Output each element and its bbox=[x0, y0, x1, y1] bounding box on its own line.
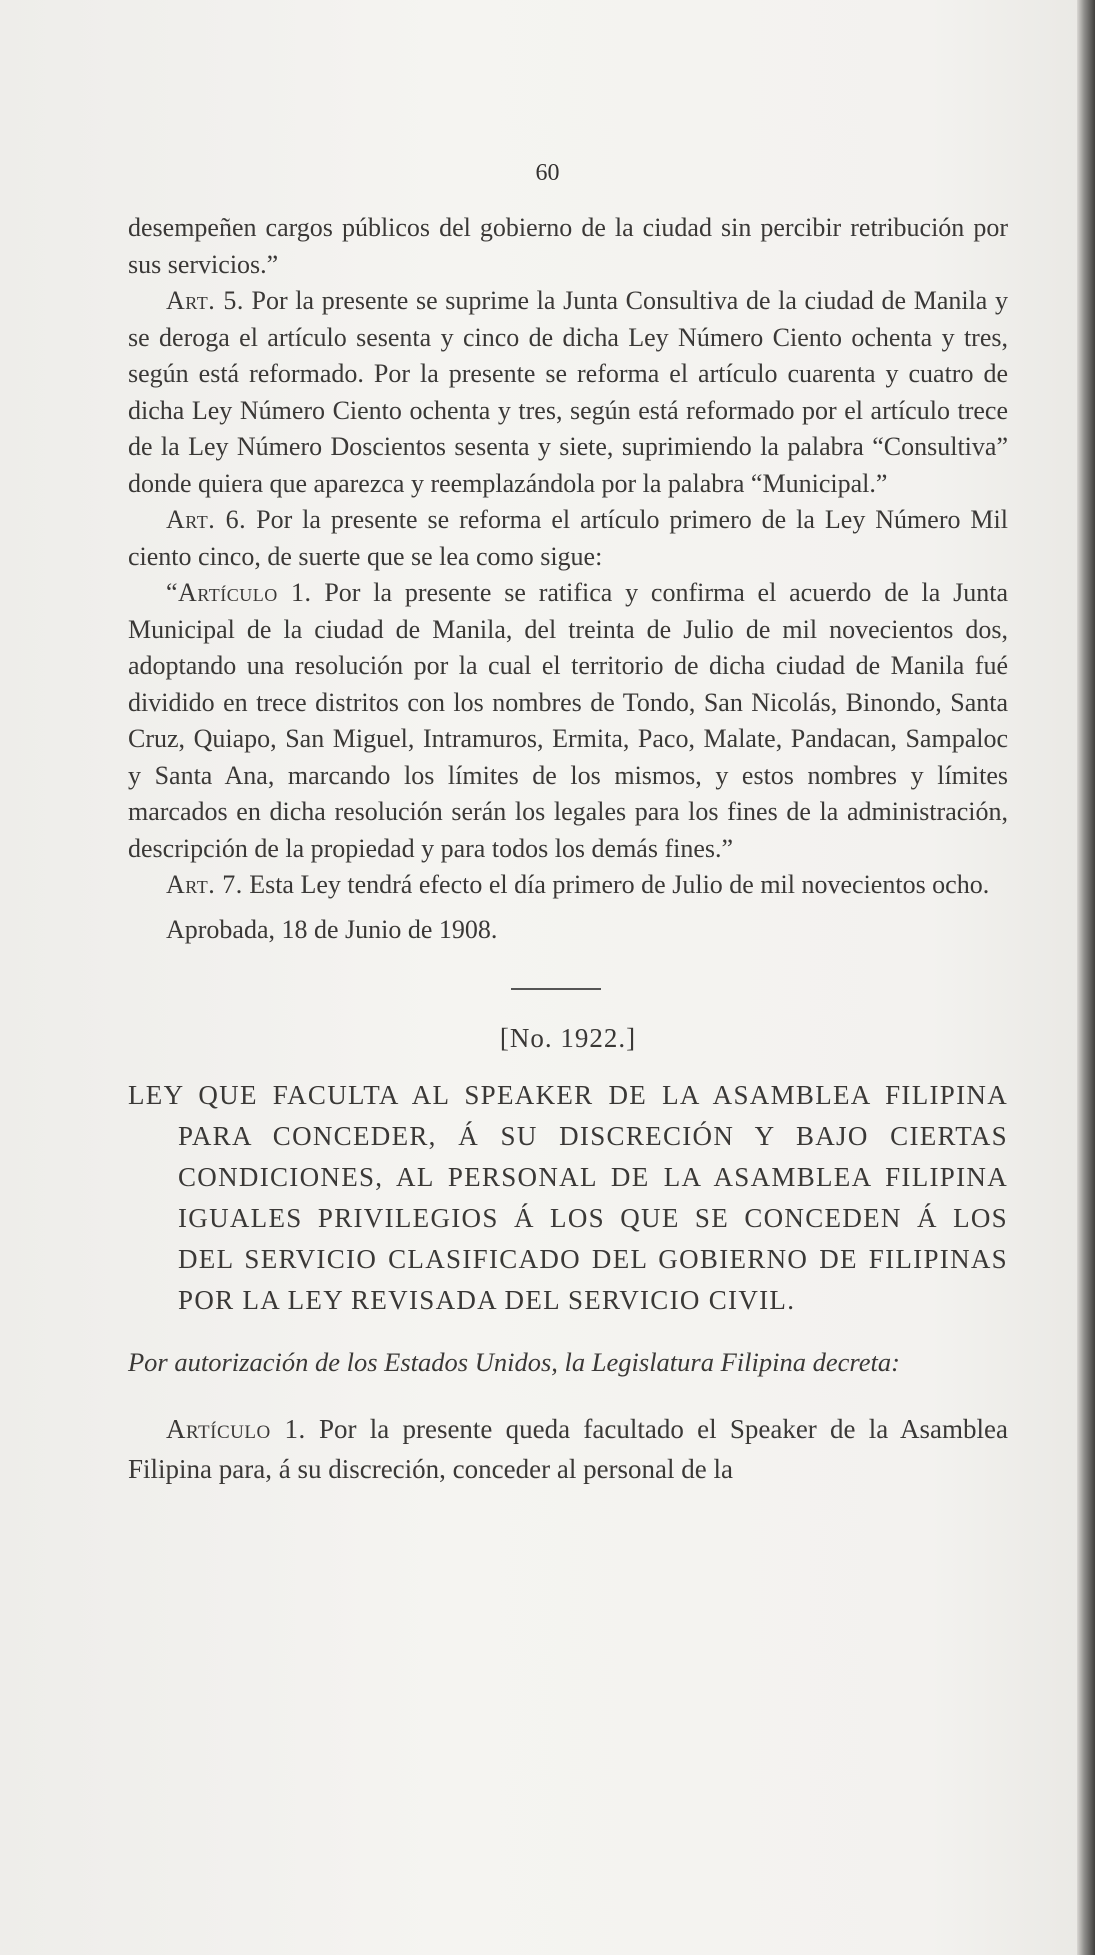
approval-date: Aprobada, 18 de Junio de 1908. bbox=[166, 914, 498, 944]
text-column bbox=[128, 210, 1008, 1516]
paragraph-art-7 bbox=[128, 867, 1008, 904]
paragraph-art-5 bbox=[128, 283, 1008, 502]
page-number: 60 bbox=[535, 160, 560, 186]
article-text: Por la presente se reforma el artículo primero de la Ley Número Mil ciento cinco, de suerte que se lea como sigue: bbox=[128, 505, 1008, 571]
section-divider bbox=[511, 988, 601, 990]
article-text: Por la presente se suprime la Junta Consultiva de la ciudad de Manila y se deroga el artículo sesenta y cinco de dicha Ley Número Ciento ochenta y tres, según está reformado. Por la presente se reforma el artículo cuarenta y cuatro de dicha Ley Número Ciento ochenta y tres, según está reformado por el artículo trece de la Ley Número Doscientos sesenta y siete, suprimiendo la palabra “Consultiva” donde quiera que aparezca y reemplazándola por la palabra “Municipal.” bbox=[128, 286, 1008, 498]
paragraph-new-article-1 bbox=[128, 1409, 1008, 1489]
article-label: Art. 7. bbox=[166, 870, 243, 899]
paragraph-quoted-article-1 bbox=[128, 575, 1008, 867]
law-number: [No. 1922.] bbox=[499, 1023, 637, 1053]
article-text: Esta Ley tendrá efecto el día primero de Julio de mil novecientos ocho. bbox=[242, 870, 990, 899]
book-spine-shadow bbox=[1077, 0, 1095, 1955]
article-label: Artículo 1. bbox=[166, 1413, 306, 1444]
enacting-clause: Por autorización de los Estados Unidos, la Legislatura Filipina decreta: bbox=[128, 1346, 900, 1377]
article-text: Por la presente queda facultado el Speaker de la Asamblea Filipina para, á su discreción, conceder al personal de la bbox=[128, 1413, 1009, 1484]
article-label: “Artículo 1. bbox=[166, 578, 312, 607]
article-label: Art. 6. bbox=[166, 505, 247, 534]
law-title: LEY QUE FACULTA AL SPEAKER DE LA ASAMBLEA FILIPINA PARA CONCEDER, Á SU DISCRECIÓN Y BAJO CIERTAS CONDICIONES, AL PERSONAL DE LA ASAMBLEA FILIPINA IGUALES PRIVILEGIOS Á LOS QUE SE CONCEDEN Á LOS DEL SERVICIO CLASIFICADO DEL GOBIERNO DE FILIPINAS POR LA LEY REVISADA DEL SERVICIO CIVIL. bbox=[128, 1079, 1008, 1315]
article-text: Por la presente se ratifica y confirma el acuerdo de la Junta Municipal de la ciudad de Manila, del treinta de Julio de mil novecientos dos, adoptando una resolución por la cual el territorio de dicha ciudad de Manila fué dividido en trece distritos con los nombres de Tondo, San Nicolás, Binondo, Santa Cruz, Quiapo, San Miguel, Intramuros, Ermita, Paco, Malate, Pandacan, Sampaloc y Santa Ana, marcando los límites de los mismos, y estos nombres y límites marcados en dicha resolución serán los legales para los fines de la administración, descripción de la propiedad y para todos los demás fines.” bbox=[128, 578, 1008, 863]
paragraph-continuation: desempeñen cargos públicos del gobierno de la ciudad sin percibir retribución por sus servicios.” bbox=[128, 213, 1008, 279]
article-label: Art. 5. bbox=[166, 286, 244, 315]
paragraph-art-6 bbox=[128, 502, 1008, 575]
